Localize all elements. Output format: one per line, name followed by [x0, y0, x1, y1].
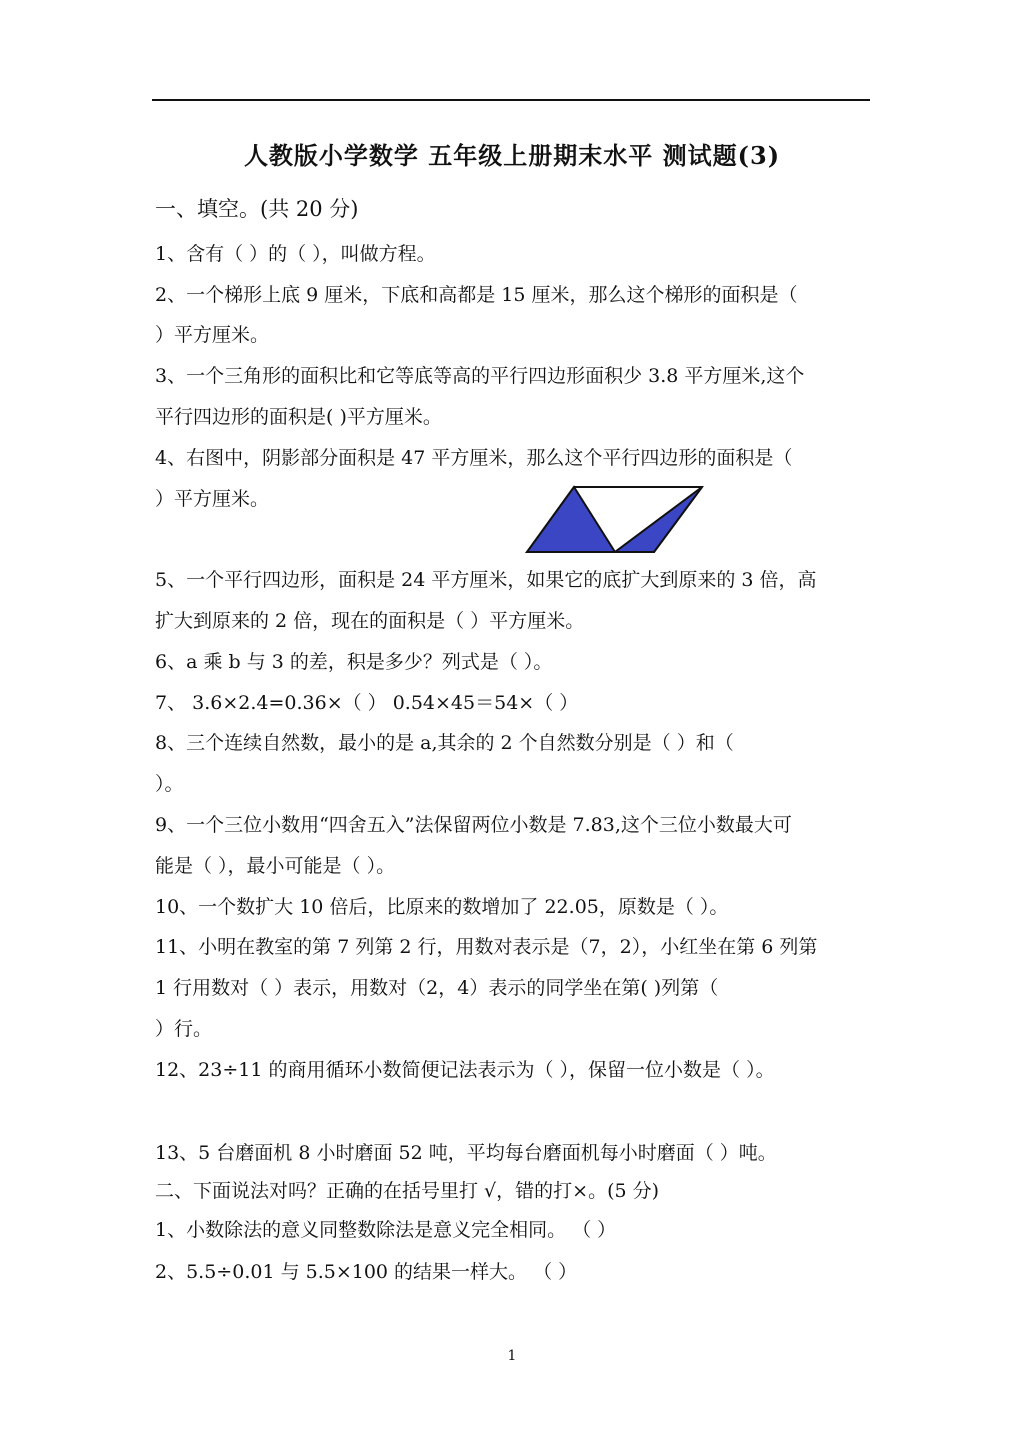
question-line: 2、5.5÷0.01 与 5.5×100 的结果一样大。 （ ）	[155, 1261, 578, 1283]
question-line: ）。	[155, 773, 184, 795]
question-line: 1 行用数对（ ）表示，用数对（2，4）表示的同学坐在第( )列第（	[155, 977, 719, 999]
question-line: 9、一个三位小数用“四舍五入”法保留两位小数是 7.83,这个三位小数最大可	[155, 814, 792, 836]
header-rule	[152, 99, 870, 101]
question-line: 12、23÷11 的商用循环小数简便记法表示为（ ），保留一位小数是（ ）。	[155, 1059, 775, 1081]
page-number: 1	[507, 1348, 517, 1364]
question-line: 1、含有（ ）的（ ），叫做方程。	[155, 243, 436, 265]
page-title: 人教版小学数学 五年级上册期末水平 测试题(3)	[243, 141, 781, 170]
parallelogram-figure	[524, 484, 706, 556]
question-line: 能是（ ），最小可能是（ ）。	[155, 855, 396, 877]
question-line: 1、小数除法的意义同整数除法是意义完全相同。 （ ）	[155, 1219, 617, 1241]
question-line: 13、5 台磨面机 8 小时磨面 52 吨，平均每台磨面机每小时磨面（ ）吨。	[155, 1142, 777, 1164]
question-line: ）平方厘米。	[155, 488, 270, 510]
question-line: 5、一个平行四边形，面积是 24 平方厘米，如果它的底扩大到原来的 3 倍，高	[155, 569, 817, 591]
question-line: 3、一个三角形的面积比和它等底等高的平行四边形面积少 3.8 平方厘米,这个	[155, 365, 805, 387]
question-line: 4、右图中，阴影部分面积是 47 平方厘米，那么这个平行四边形的面积是（	[155, 447, 793, 469]
section-2-heading: 二、下面说法对吗？正确的在括号里打 √，错的打×。(5 分)	[155, 1180, 660, 1202]
question-line: ）平方厘米。	[155, 324, 270, 346]
question-line: ）行。	[155, 1018, 213, 1040]
question-line: 8、三个连续自然数，最小的是 a,其余的 2 个自然数分别是（ ）和（	[155, 732, 734, 754]
question-line: 11、小明在教室的第 7 列第 2 行，用数对表示是（7，2），小红坐在第 6 列第	[155, 936, 818, 958]
question-line: 平行四边形的面积是( )平方厘米。	[155, 406, 442, 428]
section-1-heading: 一、填空。(共 20 分)	[155, 197, 359, 221]
question-line: 7、 3.6×2.4=0.36×（ ） 0.54×45＝54×（ ）	[155, 692, 579, 714]
question-line: 扩大到原来的 2 倍，现在的面积是（ ）平方厘米。	[155, 610, 585, 632]
question-line: 10、一个数扩大 10 倍后，比原来的数增加了 22.05，原数是（ ）。	[155, 896, 729, 918]
question-line: 6、a 乘 b 与 3 的差，积是多少？列式是（ ）。	[155, 651, 553, 673]
question-line: 2、一个梯形上底 9 厘米，下底和高都是 15 厘米，那么这个梯形的面积是（	[155, 284, 798, 306]
